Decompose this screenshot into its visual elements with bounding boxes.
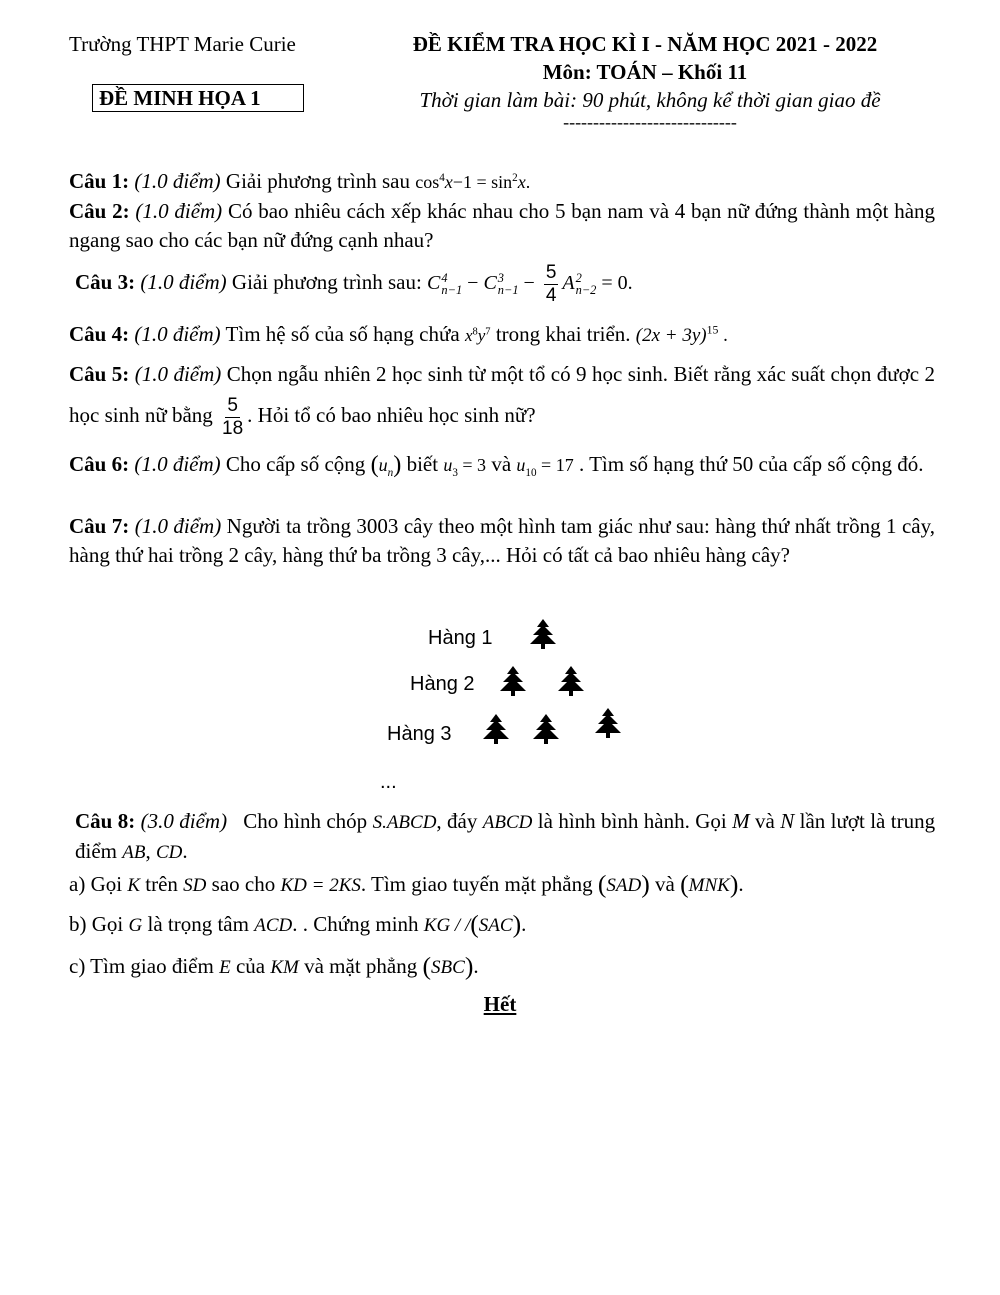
q8c-math-sbc: (SBC) [422,951,474,981]
question-1 [69,167,935,196]
q6-u3: u3 = 3 [443,455,487,480]
exam-subject: Môn: TOÁN – Khối 11 [542,60,748,84]
exam-time: Thời gian làm bài: 90 phút, không kể thời gian giao đề [419,88,881,112]
q8a-text-e: và [655,872,675,896]
q8b-text-b: là trọng tâm [147,912,249,936]
tree-icon [498,665,528,697]
q4-points: (1.0 điểm) [134,322,221,346]
row-2-label: Hàng 2 [410,673,475,695]
q2-label: Câu 2: [69,199,130,223]
q8-math-m: M [732,809,750,833]
q8-dot: . [182,838,188,863]
q5-text-b: . Hỏi tổ có bao nhiêu học sinh nữ? [247,403,536,428]
question-3 [75,262,941,307]
q5-points: (1.0 điểm) [134,362,222,386]
q8-text-d: và [755,809,775,833]
q8-math-sabcd: S.ABCD [372,812,437,833]
q1-points: (1.0 điểm) [134,169,221,193]
q8b-math-kg-sac: KG / /(SAC) [423,909,522,939]
q8-text-c: là hình bình hành. Gọi [537,809,727,833]
q2-points: (1.0 điểm) [135,199,223,223]
q8b-math-acd: ACD [254,915,293,936]
q8-text-a: Cho hình chóp [243,809,368,833]
row-3-label: Hàng 3 [387,723,452,745]
tree-figure [380,610,660,810]
q6-label: Câu 6: [69,452,130,476]
q8-part-b [69,910,935,940]
header-separator: ----------------------------- [563,112,737,132]
q8a-math-kd: KD = 2KS [280,875,361,896]
q8a-math-sd: SD [183,875,207,896]
q8b-dot-2: . [521,912,527,936]
q8c-text-c: và mặt phẳng [304,954,418,978]
q6-sequence: (un) [370,451,402,480]
q8a-math-mnk: (MNK) [680,869,739,899]
tree-icon [593,707,623,739]
q1-label: Câu 1: [69,169,130,193]
q8c-dot: . [473,954,479,978]
q8b-dot: . [292,912,298,936]
tree-icon [556,665,586,697]
question-4 [69,320,935,350]
q5-label: Câu 5: [69,362,130,386]
figure-ellipsis: ... [380,771,397,793]
q8-math-ab: AB [122,841,146,863]
q8-part-a [69,870,935,900]
q1-equation: $\cos^4x-1 = \sin^2x$. [415,172,531,192]
q8a-text-b: trên [145,872,178,896]
q4-text-b: trong khai triển. [495,322,631,346]
q8a-text-d: . Tìm giao tuyến mặt phẳng [360,872,593,896]
q8b-math-g: G [128,915,143,936]
school-name: Trường THPT Marie Curie [69,32,296,56]
q4-expression: $(2x + 3y)^{15}$ . [635,323,728,346]
q2-text: Có bao nhiêu cách xếp khác nhau cho 5 bạn nam và 4 bạn nữ đứng thành một hàng ngang sao cho các bạn nữ đứng cạnh nhau? [69,199,936,253]
question-7 [69,512,935,571]
q7-text: Người ta trồng 3003 cây theo một hình tam giác như sau: hàng thứ nhất trồng 1 cây, hàng thứ hai trồng 2 cây, hàng thứ ba trồng 3 cây,... Hỏi có tất cả bao nhiêu hàng cây? [69,514,936,568]
q8c-math-e: E [219,957,231,978]
end-marker: Hết [483,992,517,1016]
q6-text-d: . Tìm số hạng thứ 50 của cấp số cộng đó. [578,452,924,476]
question-8 [75,807,935,866]
q8-math-n: N [780,809,795,833]
tree-icon [528,618,558,650]
q8-math-abcd: ABCD [482,812,533,833]
q8a-dot: . [738,872,744,896]
q8-text-e: lần lượt là trung điểm [75,809,936,863]
q7-label: Câu 7: [69,514,130,538]
row-1-label: Hàng 1 [428,627,493,649]
q8-math-cd: CD [155,841,183,863]
q8a-math-k: K [127,875,141,896]
q6-text-b: biết [406,452,439,476]
q8-text-b: , đáy [436,809,478,833]
q3-label: Câu 3: [75,269,136,294]
q4-label: Câu 4: [69,322,130,346]
q8c-text-b: của [235,954,266,978]
q8a-text-c: sao cho [211,872,276,896]
q5-text-a: Chọn ngẫu nhiên 2 học sinh từ một tổ có 9 học sinh. Biết rằng xác suất chọn được 2 học sinh nữ bằng [69,362,936,428]
q1-text: Giải phương trình sau [225,169,410,193]
q3-text: Giải phương trình sau: [231,269,422,294]
tree-icon [481,713,511,745]
q4-text-a: Tìm hệ số của số hạng chứa [225,322,460,346]
question-6 [69,446,935,483]
q8b-text-c: . Chứng minh [302,912,419,936]
q8b-text-a: b) Gọi [69,912,124,936]
q6-u10: u10 = 17 [516,455,574,480]
q6-text-c: và [491,452,512,476]
q3-points: (1.0 điểm) [140,269,227,294]
q6-text-a: Cho cấp số cộng [225,452,366,476]
q6-points: (1.0 điểm) [134,452,221,476]
q4-term: $x^8y^7$ [464,326,491,345]
exam-label-box: ĐỀ MINH HỌA 1 [92,84,304,112]
q3-equation: C 4 n−1 − C 3 n−1 − $\frac{5}{4}$ A 2 n−2 = 0. [427,262,633,306]
question-5 [69,354,935,440]
q8c-text-a: c) Tìm giao điểm [69,954,214,978]
question-2 [69,197,935,256]
q5-fraction: $\frac{5}{18}$ [222,394,244,439]
q8-part-c [69,952,935,982]
tree-icon [531,713,561,745]
q8-label: Câu 8: [75,809,136,833]
exam-title: ĐỀ KIỂM TRA HỌC KÌ I - NĂM HỌC 2021 - 2022 [412,32,878,56]
q8c-math-km: KM [270,957,299,978]
q8-points: (3.0 điểm) [140,809,228,833]
q8-comma: , [145,838,151,863]
q8a-math-sad: (SAD) [597,869,650,899]
q7-points: (1.0 điểm) [134,514,222,538]
q8a-text-a: a) Gọi [69,872,123,896]
